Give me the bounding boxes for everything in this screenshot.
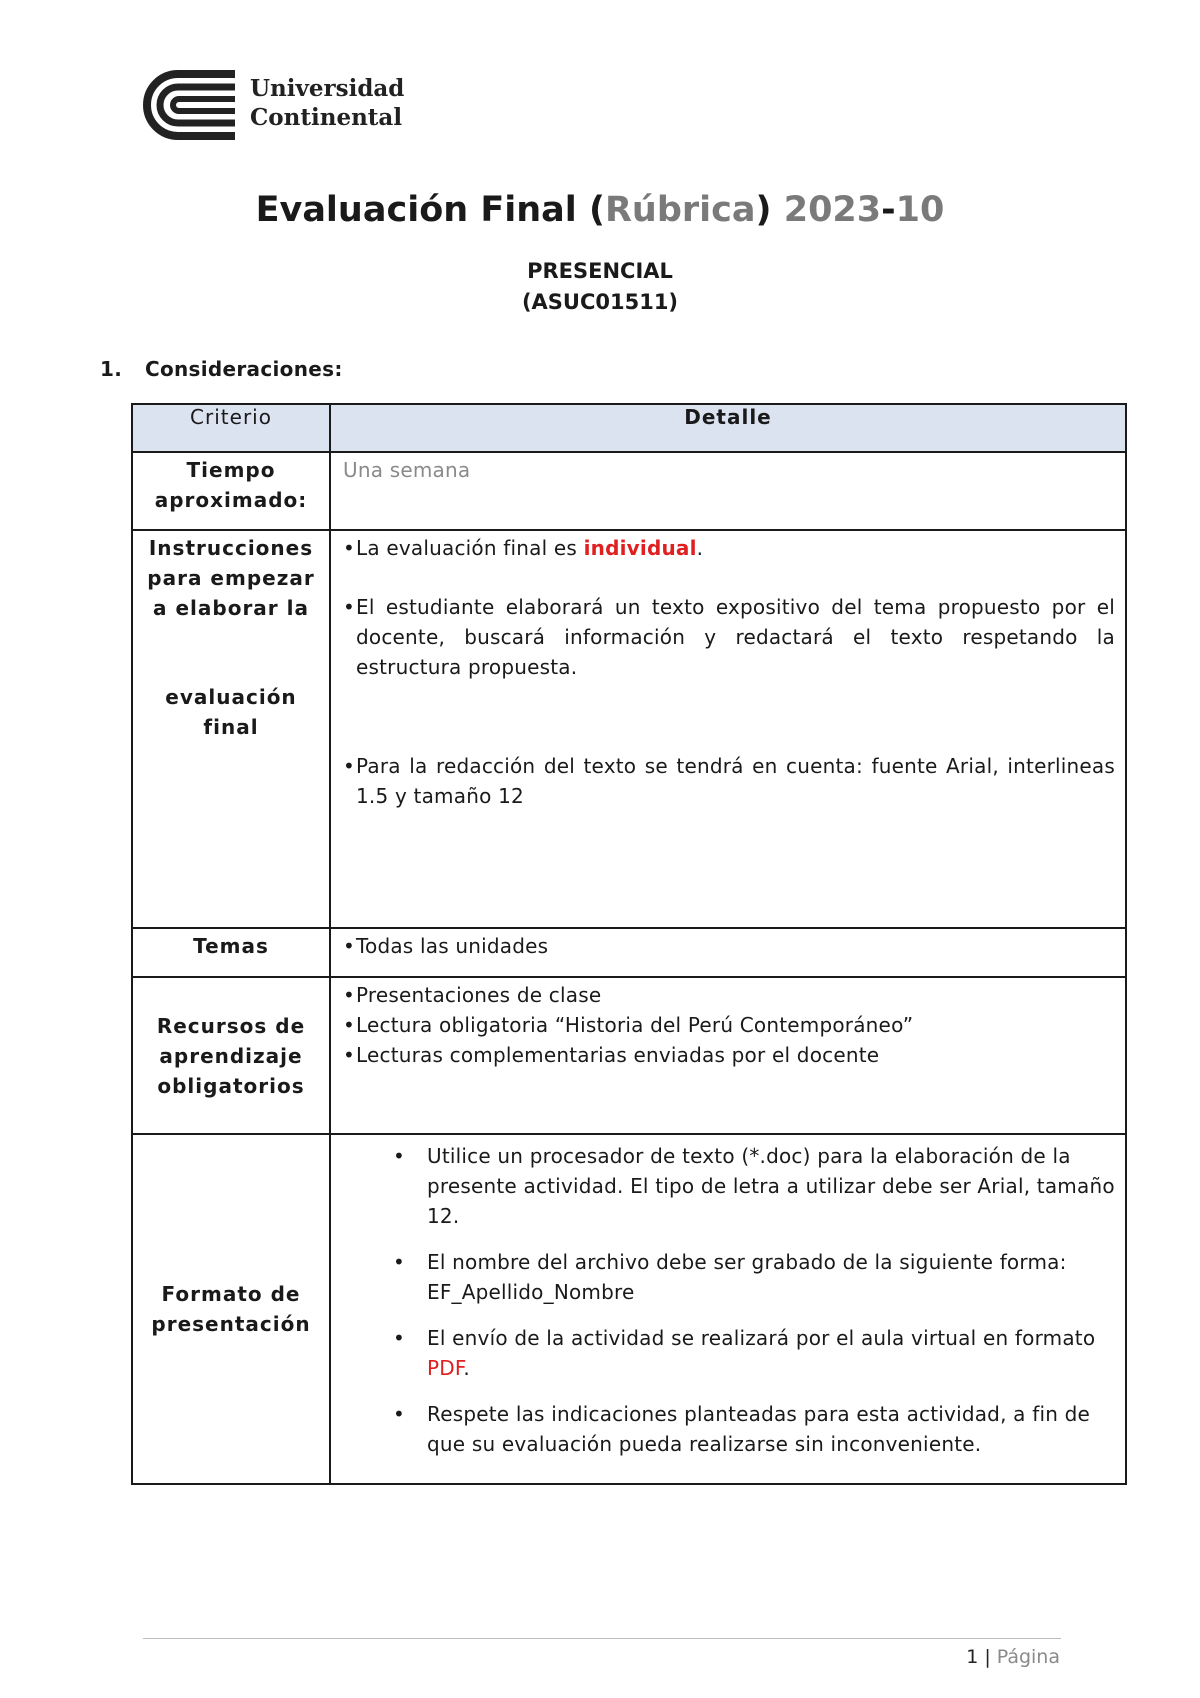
tiempo-value: Una semana <box>343 458 471 482</box>
table-row <box>132 1134 1126 1484</box>
detail-tiempo <box>330 452 1126 530</box>
list-item: • El nombre del archivo debe ser grabado de la siguiente forma: EF_Apellido_Nombre <box>343 1247 1115 1307</box>
considerations-table <box>131 403 1127 1485</box>
criterion-instrucciones-line-5: final <box>203 715 259 739</box>
page-label: Página <box>996 1646 1060 1668</box>
university-logo <box>143 70 423 140</box>
logo-wordmark <box>250 74 404 132</box>
list-item: • Para la redacción del texto se tendrá en cuenta: fuente Arial, interlineas 1.5 y tamaño 12 <box>343 751 1115 811</box>
header-criterio: Criterio <box>132 404 330 452</box>
logo-line-1: Universidad <box>250 75 405 102</box>
title-dash: - <box>881 190 896 230</box>
criterion-recursos-line-3: obligatorios <box>157 1073 305 1098</box>
detail-formato <box>330 1134 1126 1484</box>
criterion-recursos-line-1: Recursos de <box>156 1013 306 1038</box>
title-part-3: ) <box>755 190 784 230</box>
page-number: 1 <box>966 1646 979 1668</box>
criterion-formato-line-1: Formato de <box>161 1282 301 1306</box>
title-part-1: Evaluación Final ( <box>255 190 605 230</box>
table-row <box>132 928 1126 977</box>
item-text: . <box>696 536 704 560</box>
criterion-formato <box>132 1134 330 1484</box>
item-text: La evaluación final es <box>356 536 584 560</box>
logo-c-mark-icon <box>143 70 238 140</box>
list-item: • Lectura obligatoria “Historia del Perú Contemporáneo” <box>343 1010 1115 1040</box>
title-year: 2023 <box>783 190 882 230</box>
criterion-instrucciones-line-1: Instrucciones <box>148 536 314 560</box>
page-title <box>0 190 1200 230</box>
criterion-instrucciones-line-3: a elaborar la <box>153 596 309 620</box>
list-item: • Respete las indicaciones planteadas para esta actividad, a fin de que su evaluación pueda realizarse sin inconveniente. <box>343 1399 1115 1459</box>
criterion-temas: Temas <box>132 928 330 977</box>
detail-instrucciones <box>330 530 1126 928</box>
title-term: 10 <box>895 190 945 230</box>
section-label: Consideraciones: <box>145 357 343 381</box>
list-item <box>343 533 1115 563</box>
table-header-row <box>132 404 1126 452</box>
item-text: El envío de la actividad se realizará por el aula virtual en formato <box>427 1326 1096 1350</box>
logo-line-2: Continental <box>250 104 403 131</box>
section-number: 1. <box>100 357 123 381</box>
criterion-recursos <box>132 977 330 1134</box>
criterion-formato-line-2: presentación <box>151 1312 311 1336</box>
criterion-instrucciones <box>132 530 330 928</box>
criterion-tiempo-line-2: aproximado: <box>154 488 308 512</box>
course-code: (ASUC01511) <box>521 290 679 314</box>
footer-divider <box>143 1638 1061 1639</box>
criterion-tiempo <box>132 452 330 530</box>
item-text: . <box>463 1356 470 1380</box>
detail-recursos <box>330 977 1126 1134</box>
list-item: • Todas las unidades <box>343 931 1115 961</box>
page-footer <box>966 1646 1060 1668</box>
list-item: • Presentaciones de clase <box>343 980 1115 1010</box>
footer-separator: | <box>984 1646 991 1668</box>
list-item: • Utilice un procesador de texto (*.doc) para la elaboración de la presente actividad. El tipo de letra a utilizar debe ser Arial, tamaño 12. <box>343 1141 1115 1231</box>
list-item <box>343 1323 1115 1383</box>
criterion-recursos-line-2: aprendizaje <box>159 1043 303 1068</box>
table-row <box>132 977 1126 1134</box>
section-heading <box>100 357 343 381</box>
detail-temas <box>330 928 1126 977</box>
criterion-tiempo-line-1: Tiempo <box>186 458 276 482</box>
list-item: • Lecturas complementarias enviadas por el docente <box>343 1040 1115 1070</box>
pdf-highlight: PDF <box>427 1356 464 1380</box>
title-part-2: Rúbrica <box>604 190 756 230</box>
table-row <box>132 452 1126 530</box>
list-item: • El estudiante elaborará un texto expositivo del tema propuesto por el docente, buscará información y redactará el texto respetando la estructura propuesta. <box>343 592 1115 682</box>
modality-label: PRESENCIAL <box>527 259 673 283</box>
table-row <box>132 530 1126 928</box>
criterion-instrucciones-line-2: para empezar <box>147 566 315 590</box>
individual-highlight: individual <box>583 536 697 560</box>
criterion-instrucciones-line-4: evaluación <box>165 685 297 709</box>
header-detalle: Detalle <box>330 404 1126 452</box>
